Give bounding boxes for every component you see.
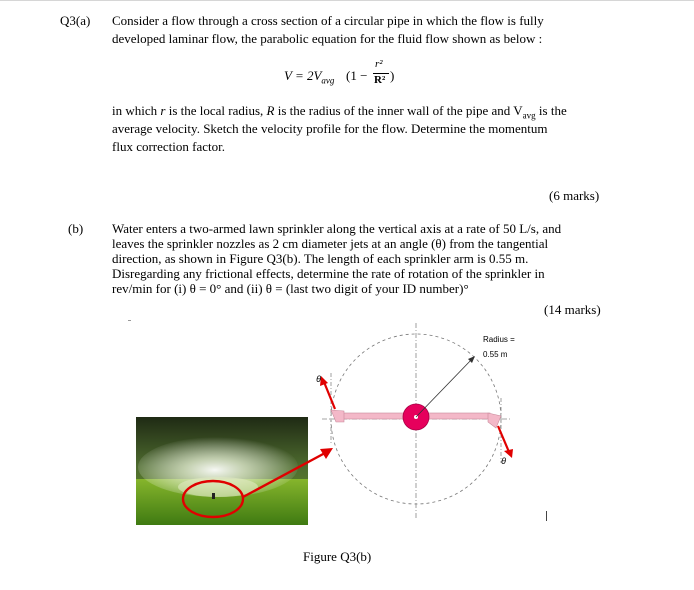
question-a-label: Q3(a) bbox=[60, 13, 91, 28]
theta-label-left: θ bbox=[316, 374, 321, 384]
question-b-line-3: direction, as shown in Figure Q3(b). The length of each sprinkler arm is 0.55 m. bbox=[112, 251, 529, 266]
equation-paren-open: (1 − bbox=[346, 68, 368, 83]
highlight-circle bbox=[183, 481, 243, 517]
question-a-marks: (6 marks) bbox=[549, 188, 600, 203]
question-b-line-5: rev/min for (i) θ = 0° and (ii) θ = (last two digit of your ID number)° bbox=[112, 281, 469, 296]
equation-lhs: $V = 2V_{avg}$ bbox=[284, 68, 335, 86]
radius-value: 0.55 m bbox=[483, 350, 508, 359]
stray-mark bbox=[128, 320, 131, 321]
question-a-para-line-3: flux correction factor. bbox=[112, 139, 225, 154]
question-a-line-2: developed laminar flow, the parabolic equation for the fluid flow shown as below : bbox=[112, 31, 543, 46]
radius-label: Radius = bbox=[483, 335, 515, 344]
radius-line bbox=[416, 358, 473, 417]
question-a-para-line-2: average velocity. Sketch the velocity profile for the flow. Determine the momentum bbox=[112, 121, 548, 136]
question-b-line-4: Disregarding any frictional effects, determine the rate of rotation of the sprinkler in bbox=[112, 266, 545, 281]
left-jet-arrow bbox=[324, 382, 335, 409]
question-b-line-2: leaves the sprinkler nozzles as 2 cm diameter jets at an angle (θ) from the tangential bbox=[112, 236, 549, 251]
question-b-marks: (14 marks) bbox=[544, 302, 601, 317]
right-jet-arrow bbox=[498, 426, 509, 452]
equation-numerator: r² bbox=[375, 58, 383, 70]
left-nozzle bbox=[331, 410, 344, 422]
left-jet-arrowhead bbox=[320, 376, 328, 386]
question-a-para-line-1: in which r is the local radius, R is the radius of the inner wall of the pipe and $V_{avg}$ is the bbox=[112, 103, 567, 121]
equation-paren-close: ) bbox=[390, 68, 395, 83]
top-divider bbox=[0, 0, 694, 1]
callout-overlay bbox=[170, 440, 340, 530]
question-a-line-1: Consider a flow through a cross section of a circular pipe in which the flow is fully bbox=[112, 13, 544, 28]
question-b-label: (b) bbox=[68, 221, 84, 236]
question-b-line-1: Water enters a two-armed lawn sprinkler along the vertical axis at a rate of 50 L/s, and bbox=[112, 221, 562, 236]
equation-denominator: R² bbox=[374, 74, 386, 86]
velocity-equation bbox=[284, 58, 424, 92]
theta-label-right: θ bbox=[501, 456, 506, 466]
callout-arrow bbox=[243, 453, 325, 497]
figure-caption: Figure Q3(b) bbox=[303, 549, 372, 564]
